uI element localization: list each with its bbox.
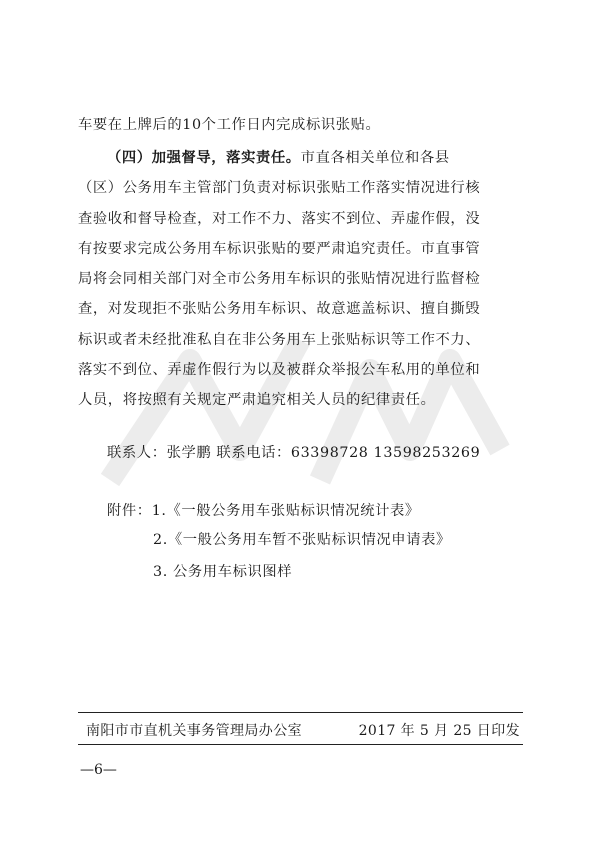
paragraph-line: 人员，将按照有关规定严肃追究相关人员的纪律责任。: [78, 392, 436, 409]
attachment-item-3: 3. 公务用车标识图样: [153, 564, 293, 580]
section-paragraph: [78, 143, 523, 416]
paragraph-line: 标识或者未经批准私自在非公务用车上张贴标识等工作不力、: [78, 331, 481, 348]
attachment-item-1: 附件：1.《一般公务用车张贴标识情况统计表》: [107, 503, 420, 519]
paragraph-line: 查验收和督导检查，对工作不力、落实不到位、弄虚作假，没: [78, 210, 481, 227]
footer-top-rule: [78, 712, 523, 713]
contact-line: 联系人：张学鹏 联系电话：63398728 13598253269: [107, 445, 481, 461]
paragraph-first-line: （四）加强督导，落实责任。市直各相关单位和各县: [107, 150, 450, 166]
paragraph-line: 查，对发现拒不张贴公务用车标识、故意遮盖标识、擅自撕毁: [78, 301, 481, 318]
body-text-line: 车要在上牌后的10个工作日内完成标识张贴。: [78, 117, 381, 133]
attachment-item-2: 2.《一般公务用车暂不张贴标识情况申请表》: [153, 532, 451, 548]
issue-date: 2017 年 5 月 25 日印发: [358, 723, 520, 739]
paragraph-line: 落实不到位、弄虚作假行为以及被群众举报公车私用的单位和: [78, 362, 481, 379]
footer-bottom-rule: [78, 744, 523, 745]
paragraph-line: （区）公务用车主管部门负责对标识张贴工作落实情况进行核: [78, 180, 481, 197]
section-heading: （四）加强督导，落实责任。: [107, 150, 301, 166]
paragraph-line: 有按要求完成公务用车标识张贴的要严肃追究责任。市直事管: [78, 240, 481, 257]
issuer-name: 南阳市市直机关事务管理局办公室: [86, 723, 302, 739]
page-number: —6—: [80, 762, 117, 778]
paragraph-line: 局将会同相关部门对全市公务用车标识的张贴情况进行监督检: [78, 271, 481, 288]
